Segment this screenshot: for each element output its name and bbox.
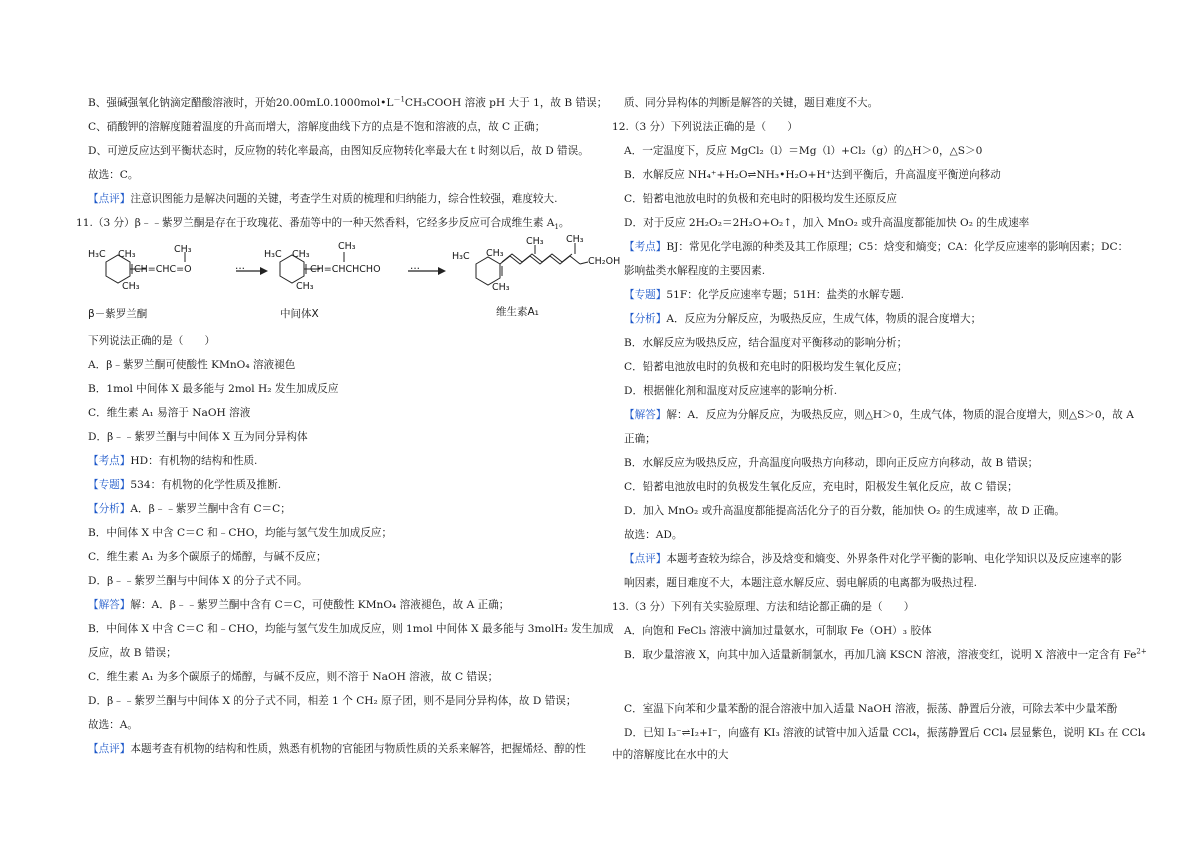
q11-review-tail: 质、同分异构体的判断是解答的关键，题目难度不大。 xyxy=(624,97,879,109)
jieda-tag: 【解答】 xyxy=(88,599,131,611)
caption-intermediate-x: 中间体X xyxy=(280,308,319,320)
gem-dimethyl-label-1: H₃C xyxy=(88,249,106,260)
q13-stem: 13.（3 分）下列有关实验原理、方法和结论都正确的是（ ） xyxy=(612,601,915,613)
q12-answer: 故选：AD。 xyxy=(624,529,683,541)
q10-option-b-explanation: B、强碱强氧化钠滴定醋酸溶液时，开始$20.00mL0.1000mol•L^{-1}CH_3COOH$ 溶液 pH 大于 1，故 B 错误； xyxy=(88,95,608,109)
fenxi-tag: 【分析】 xyxy=(88,503,131,515)
q12-jieda-d: D．加入 MnO₂ 或升高温度都能提高活化分子的百分数，能加快 O₂ 的生成速率，故 D 正确。 xyxy=(624,505,1065,517)
methyl-label-3b: CH₃ xyxy=(526,236,544,247)
q13-option-c: C．室温下向苯和少量苯酚的混合溶液中加入适量 NaOH 溶液，振荡、静置后分液，可除去苯中少量苯酚 xyxy=(624,703,1118,715)
side-chain-beta-ionone: CH=CHC=O xyxy=(134,264,192,275)
arrow-dots-2: ··· xyxy=(410,263,421,275)
q11-jieda-c: C．维生素 A₁ 为多个碳原子的烯醇，与碱不反应，则不溶于 NaOH 溶液，故 C 错误； xyxy=(88,671,499,683)
q11-fenxi-a: 【分析】A．β﹣﹣紫罗兰酮中含有 C＝C； xyxy=(88,503,291,515)
review-tag: 【点评】 xyxy=(88,743,131,755)
methyl-label-2c: CH₃ xyxy=(296,281,314,292)
q13-option-d1: D．已知 I₃⁻⇌I₂+I⁻，向盛有 KI₃ 溶液的试管中加入适量 CCl₄，振荡静置后 CCl₄ 层显紫色，说明 KI₃ 在 CCl₄ xyxy=(624,727,1146,739)
q11-review: 【点评】本题考查有机物的结构和性质，熟悉有机物的官能团与物质性质的关系来解答，把握烯烃、醇的性 xyxy=(88,743,586,755)
q12-option-c: C．铅蓄电池放电时的负极和充电时的阳极均发生还原反应 xyxy=(624,193,897,205)
q12-jieda-a2: 正确； xyxy=(624,433,656,445)
kaodian-tag: 【考点】 xyxy=(624,241,667,253)
q11-jieda-b2: 反应，故 B 错误； xyxy=(88,647,177,659)
q11-answer: 故选：A。 xyxy=(88,719,139,731)
methyl-label-1c: CH₃ xyxy=(122,281,140,292)
q11-structure-scheme xyxy=(88,234,621,320)
zhuanti-tag: 【专题】 xyxy=(624,289,667,301)
q11-jieda-d: D．β﹣﹣紫罗兰酮与中间体 X 的分子式不同，相差 1 个 CH₂ 原子团，则不是同分异构体，故 D 错误； xyxy=(88,695,577,707)
q11-option-c: C．维生素 A₁ 易溶于 NaOH 溶液 xyxy=(88,407,251,419)
q12-jieda-a1: 【解答】解：A．反应为分解反应，为吸热反应，则△H＞0，生成气体，物质的混合度增大，则△S＞0，故 A xyxy=(624,409,1134,421)
kaodian-tag: 【考点】 xyxy=(88,455,131,467)
fenxi-tag: 【分析】 xyxy=(624,313,667,325)
q12-kaodian-2: 影响盐类水解程度的主要因素. xyxy=(624,265,766,277)
reaction-arrow-1 xyxy=(260,267,268,275)
hydroxymethyl-label: CH₂OH xyxy=(588,256,621,267)
q10-option-c-explanation: C、硝酸钾的溶解度随着温度的升高而增大，溶解度曲线下方的点是不饱和溶液的点，故 C 正确； xyxy=(88,121,546,133)
methyl-label-2b: CH₃ xyxy=(338,241,356,252)
reaction-arrow-2 xyxy=(438,267,446,275)
arrow-dots-1: ··· xyxy=(235,263,246,275)
q12-review-1: 【点评】本题考查较为综合，涉及焓变和熵变、外界条件对化学平衡的影响、电化学知识以及反应速率的影 xyxy=(624,553,1122,565)
q10-option-d-explanation: D、可逆反应达到平衡状态时，反应物的转化率最高，由图知反应物转化率最大在 t 时刻以后，故 D 错误。 xyxy=(88,145,589,157)
q12-fenxi-b: B．水解反应为吸热反应，结合温度对平衡移动的影响分析； xyxy=(624,337,908,349)
q11-jieda-b1: B．中间体 X 中含 C＝C 和﹣CHO，均能与氢气发生加成反应，则 1mol 中间体 X 最多能与 3molH₂ 发生加成 xyxy=(88,623,614,635)
side-chain-intermediate-x: CH=CHCHCHO xyxy=(310,264,381,275)
q11-option-d: D．β﹣﹣紫罗兰酮与中间体 X 互为同分异构体 xyxy=(88,431,308,443)
q12-jieda-b: B．水解反应为吸热反应，升高温度向吸热方向移动，即向正反应方向移动，故 B 错误； xyxy=(624,457,1039,469)
methyl-label-3d: CH₃ xyxy=(492,282,510,293)
q12-option-d: D．对于反应 2H₂O₂＝2H₂O+O₂↑，加入 MnO₂ 或升高温度都能加快 O₂ 的生成速率 xyxy=(624,217,1030,229)
q12-fenxi-c: C．铅蓄电池放电时的负极和充电时的阳极均发生氧化反应； xyxy=(624,361,908,373)
review-tag: 【点评】 xyxy=(624,553,667,565)
gem-dimethyl-label-2: H₃C xyxy=(264,249,282,260)
methyl-label-1a: CH₃ xyxy=(118,249,136,260)
q12-stem: 12.（3 分）下列说法正确的是（ ） xyxy=(612,121,798,133)
q13-option-a: A．向饱和 FeCl₃ 溶液中滴加过量氨水，可制取 Fe（OH）₃ 胶体 xyxy=(624,625,932,637)
q12-zhuanti: 【专题】51F：化学反应速率专题；51H：盐类的水解专题. xyxy=(624,289,904,301)
q12-jieda-c: C．铅蓄电池放电时的负极发生氧化反应，充电时，阳极发生氧化反应，故 C 错误； xyxy=(624,481,1018,493)
jieda-tag: 【解答】 xyxy=(624,409,667,421)
q10-answer: 故选：C。 xyxy=(88,169,139,181)
q12-fenxi-a: 【分析】A．反应为分解反应，为吸热反应，生成气体，物质的混合度增大； xyxy=(624,313,982,325)
q11-stem: 11.（3 分）β﹣﹣紫罗兰酮是存在于玫瑰花、番茄等中的一种天然香料，它经多步反应可合成维生素 $A_1$。 xyxy=(76,217,570,232)
q11-zhuanti: 【专题】534：有机物的化学性质及推断. xyxy=(88,479,282,491)
methyl-label-2a: CH₃ xyxy=(292,249,310,260)
q11-option-a: A．β﹣紫罗兰酮可使酸性 KMnO₄ 溶液褪色 xyxy=(88,359,296,371)
q13-option-b: B．取少量溶液 X，向其中加入适量新制氯水，再加几滴 KSCN 溶液，溶液变红，说明 X 溶液中一定含有 $Fe^{2+}$ xyxy=(624,647,1147,661)
methyl-label-3a: CH₃ xyxy=(486,248,504,259)
q11-question: 下列说法正确的是（ ） xyxy=(88,335,216,347)
q12-option-b: B．水解反应 NH₄⁺+H₂O⇌NH₃•H₂O+H⁺达到平衡后，升高温度平衡逆向移动 xyxy=(624,169,1001,181)
ring-vitamin-a1 xyxy=(476,257,500,285)
q10-review: 【点评】注意识图能力是解决问题的关键，考查学生对质的梳理和归纳能力，综合性较强，难度较大. xyxy=(88,193,558,205)
gem-dimethyl-label-3: H₃C xyxy=(452,251,470,262)
caption-vitamin-a1: 维生素A₁ xyxy=(496,306,539,318)
q11-fenxi-b: B．中间体 X 中含 C＝C 和﹣CHO，均能与氢气发生加成反应； xyxy=(88,527,393,539)
q12-option-a: A．一定温度下，反应 MgCl₂（l）＝Mg（l）+Cl₂（g）的△H＞0，△S＞0 xyxy=(624,145,983,157)
q11-fenxi-c: C．维生素 A₁ 为多个碳原子的烯醇，与碱不反应； xyxy=(88,551,327,563)
zhuanti-tag: 【专题】 xyxy=(88,479,131,491)
caption-beta-ionone: β－紫罗兰酮 xyxy=(88,308,148,320)
methyl-label-1b: CH₃ xyxy=(174,244,192,255)
q12-fenxi-d: D．根据催化剂和温度对反应速率的影响分析. xyxy=(624,385,838,397)
review-tag: 【点评】 xyxy=(88,193,131,205)
q13-option-d2: 中的溶解度比在水中的大 xyxy=(612,749,729,761)
q11-option-b: B．1mol 中间体 X 最多能与 2mol H₂ 发生加成反应 xyxy=(88,383,339,395)
q11-kaodian: 【考点】HD：有机物的结构和性质. xyxy=(88,455,258,467)
q12-review-2: 响因素，题目难度不大，本题注意水解反应、弱电解质的电离都为吸热过程. xyxy=(624,577,977,589)
q11-fenxi-d: D．β﹣﹣紫罗兰酮与中间体 X 的分子式不同。 xyxy=(88,575,308,587)
q12-kaodian-1: 【考点】BJ：常见化学电源的种类及其工作原理；C5：焓变和熵变；CA：化学反应速率的影响因素；DC： xyxy=(624,241,1129,253)
methyl-label-3c: CH₃ xyxy=(566,234,584,245)
q11-jieda-a: 【解答】解：A．β﹣﹣紫罗兰酮中含有 C＝C，可使酸性 KMnO₄ 溶液褪色，故 A 正确； xyxy=(88,599,510,611)
